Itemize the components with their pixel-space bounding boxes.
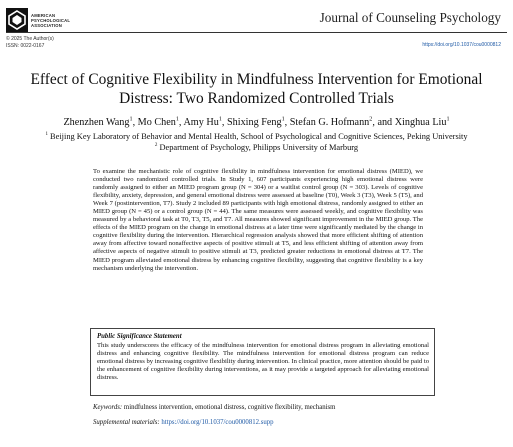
author-name: Xinghua Liu xyxy=(394,117,447,128)
doi-link[interactable]: https://doi.org/10.1037/cou0000812 xyxy=(422,42,501,48)
author-name: Mo Chen xyxy=(137,117,176,128)
abstract: To examine the mechanistic role of cognitive flexibility in mindfulness intervention for emotional distress (MIED), we conducted two randomized controlled trials. In Study 1, 607 participants experiencing high emotional distress were randomly assigned to either an MIED program group (N = 304) or a waitlist control group (N = 303). Levels of cognitive flexibility, anxiety, depression, and general emotional distress were assessed at baseline (T0), Week 3 (T3), Week 5 (T5), and Week 7 (postintervention, T7). Study 2 included 89 participants with high emotional distress, randomly assigned to either an MIED group (N = 45) or a control group (N = 44). The same measures were assessed weekly, and cognitive flexibility was measured by a behavioral task at T0, T3, T5, and T7. All measures showed significant improvement in the MIED group. The effects of the MIED program on the change in emotional distress at a later time were significantly mediated by the change in cognitive flexibility during the intervention. Hierarchical regression analysis showed that more efficient shifting of attention away from affective toward nonaffective aspects of positive stimuli at T5, and less efficient shifting of attention away from affective aspects of negative stimuli to positive stimuli at T3, predicted greater reductions in emotional distress at T7. The MIED program alleviated emotional distress by enhancing cognitive flexibility, suggesting that cognitive flexibility is a key mechanism underlying the intervention. xyxy=(93,168,423,272)
publisher-line: ASSOCIATION xyxy=(31,23,62,28)
author-name: Shixing Feng xyxy=(226,117,282,128)
author-affil-sup: 1 xyxy=(218,116,222,123)
author-name: Amy Hu xyxy=(183,117,219,128)
affiliation-sup: 2 xyxy=(154,142,158,148)
author-affil-sup: 1 xyxy=(281,116,285,123)
supplemental-link[interactable]: https://doi.org/10.1037/cou0000812.supp xyxy=(161,419,274,426)
author-affil-sup: 1 xyxy=(446,116,450,123)
publisher-name xyxy=(31,13,70,28)
header-rule xyxy=(6,32,507,33)
author-affil-sup: 1 xyxy=(129,116,133,123)
apa-logo xyxy=(6,8,28,32)
publisher-line: AMERICAN xyxy=(31,13,56,18)
significance-body: This study underscores the efficacy of the mindfulness intervention for emotional distress program in alleviating emotional distress and enhancing cognitive flexibility. The mindfulness intervention for emotional distress program can reduce emotional distress by increasing cognitive flexibility during intervention. In clinical practice, more attention should be paid to the enhancement of cognitive flexibility during interventions, as it may provide a targeted approach for alleviating emotional distress. xyxy=(97,342,429,382)
affiliation-text: Department of Psychology, Philipps University of Marburg xyxy=(159,142,359,152)
apa-logo-icon xyxy=(6,8,28,32)
keywords-label: Keywords: xyxy=(93,404,123,411)
title-line: Distress: Two Randomized Controlled Trials xyxy=(119,90,394,107)
affiliation-text: Beijing Key Laboratory of Behavior and Mental Health, School of Psychological and Cognitive Sciences, Peking University xyxy=(50,132,468,141)
copyright-line: © 2025 The Author(s) xyxy=(6,36,54,42)
author-affil-sup: 2 xyxy=(369,116,373,123)
keywords-line xyxy=(93,404,335,411)
paper-title xyxy=(0,70,513,108)
supplemental-line xyxy=(93,419,274,426)
author-affil-sup: 1 xyxy=(175,116,179,123)
issn-line: ISSN: 0022-0167 xyxy=(6,42,45,49)
keywords-text: mindfulness intervention, emotional distress, cognitive flexibility, mechanism xyxy=(123,404,336,411)
supplemental-label: Supplemental materials: xyxy=(93,419,160,426)
affiliation-2 xyxy=(0,143,513,154)
affiliations xyxy=(0,132,513,153)
affiliation-sup: 1 xyxy=(45,132,48,138)
publisher-line: PSYCHOLOGICAL xyxy=(31,18,71,23)
title-line: Effect of Cognitive Flexibility in Mindfulness Intervention for Emotional xyxy=(30,71,483,88)
affiliation-1 xyxy=(0,132,513,143)
author-list: Zhenzhen Wang$^1$, Mo Chen$^1$, Amy Hu$^1$, Shixing Feng$^1$, Stefan G. Hofmann$^2$, and Xinghua Liu$^1$ xyxy=(63,116,450,128)
copyright-block xyxy=(6,36,54,49)
significance-title: Public Significance Statement xyxy=(97,333,182,340)
author-name: Zhenzhen Wang xyxy=(63,117,130,128)
journal-name: Journal of Counseling Psychology xyxy=(319,10,501,25)
author-name: Stefan G. Hofmann xyxy=(289,117,370,128)
